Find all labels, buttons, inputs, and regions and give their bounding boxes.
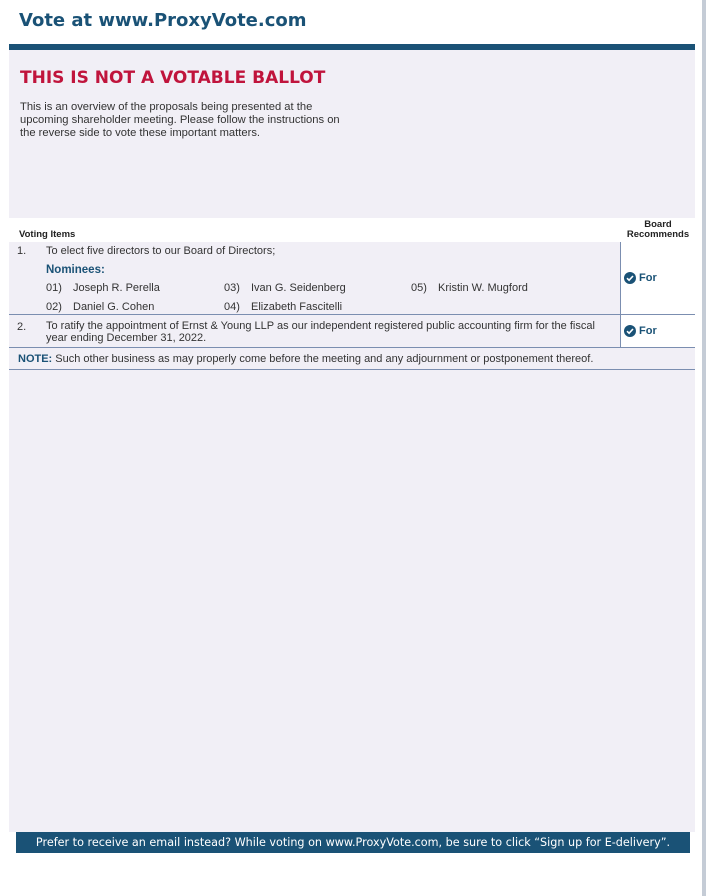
page-edge (702, 0, 706, 896)
nominee: 01) Joseph R. Perella (46, 282, 160, 294)
nominee: 04) Elizabeth Fascitelli (224, 301, 343, 313)
check-circle-icon (624, 272, 636, 284)
board-recommendation: For (624, 325, 657, 337)
item-text: To ratify the appointment of Ernst & Young LLP as our independent registered public accounting firm for the fiscal year ending December 31, 2022. (46, 320, 595, 344)
check-circle-icon (624, 325, 636, 337)
table-header (9, 218, 695, 242)
content-panel (9, 50, 695, 832)
board-recommendation-cell (620, 242, 695, 314)
footer-banner: Prefer to receive an email instead? While voting on www.ProxyVote.com, be sure to click “Sign up for E-delivery”. (16, 832, 690, 853)
voting-items-table (9, 242, 695, 370)
item-text: To elect five directors to our Board of Directors; (46, 245, 276, 257)
nominee: 02) Daniel G. Cohen (46, 301, 155, 313)
ballot-title: THIS IS NOT A VOTABLE BALLOT (20, 68, 326, 88)
voting-item-row (9, 315, 695, 348)
nominee: 03) Ivan G. Seidenberg (224, 282, 346, 294)
board-recommends-label: Board Recommends (626, 219, 690, 240)
item-number: 1. (17, 245, 27, 257)
note-row (9, 348, 695, 370)
voting-item-row (9, 242, 695, 315)
item-number: 2. (17, 321, 27, 333)
voting-items-label: Voting Items (19, 229, 76, 240)
note-text: NOTE: Such other business as may properly come before the meeting and any adjournment or postponement thereof. (18, 353, 594, 365)
board-recommendation: For (624, 272, 657, 284)
board-recommendation-cell (620, 315, 695, 347)
intro-text: This is an overview of the proposals being presented at the upcoming shareholder meeting. Please follow the instructions on the reverse side to vote these important matters. (20, 101, 340, 139)
page-header-title: Vote at www.ProxyVote.com (19, 10, 307, 31)
nominee: 05) Kristin W. Mugford (411, 282, 528, 294)
nominees-label: Nominees: (46, 264, 105, 276)
